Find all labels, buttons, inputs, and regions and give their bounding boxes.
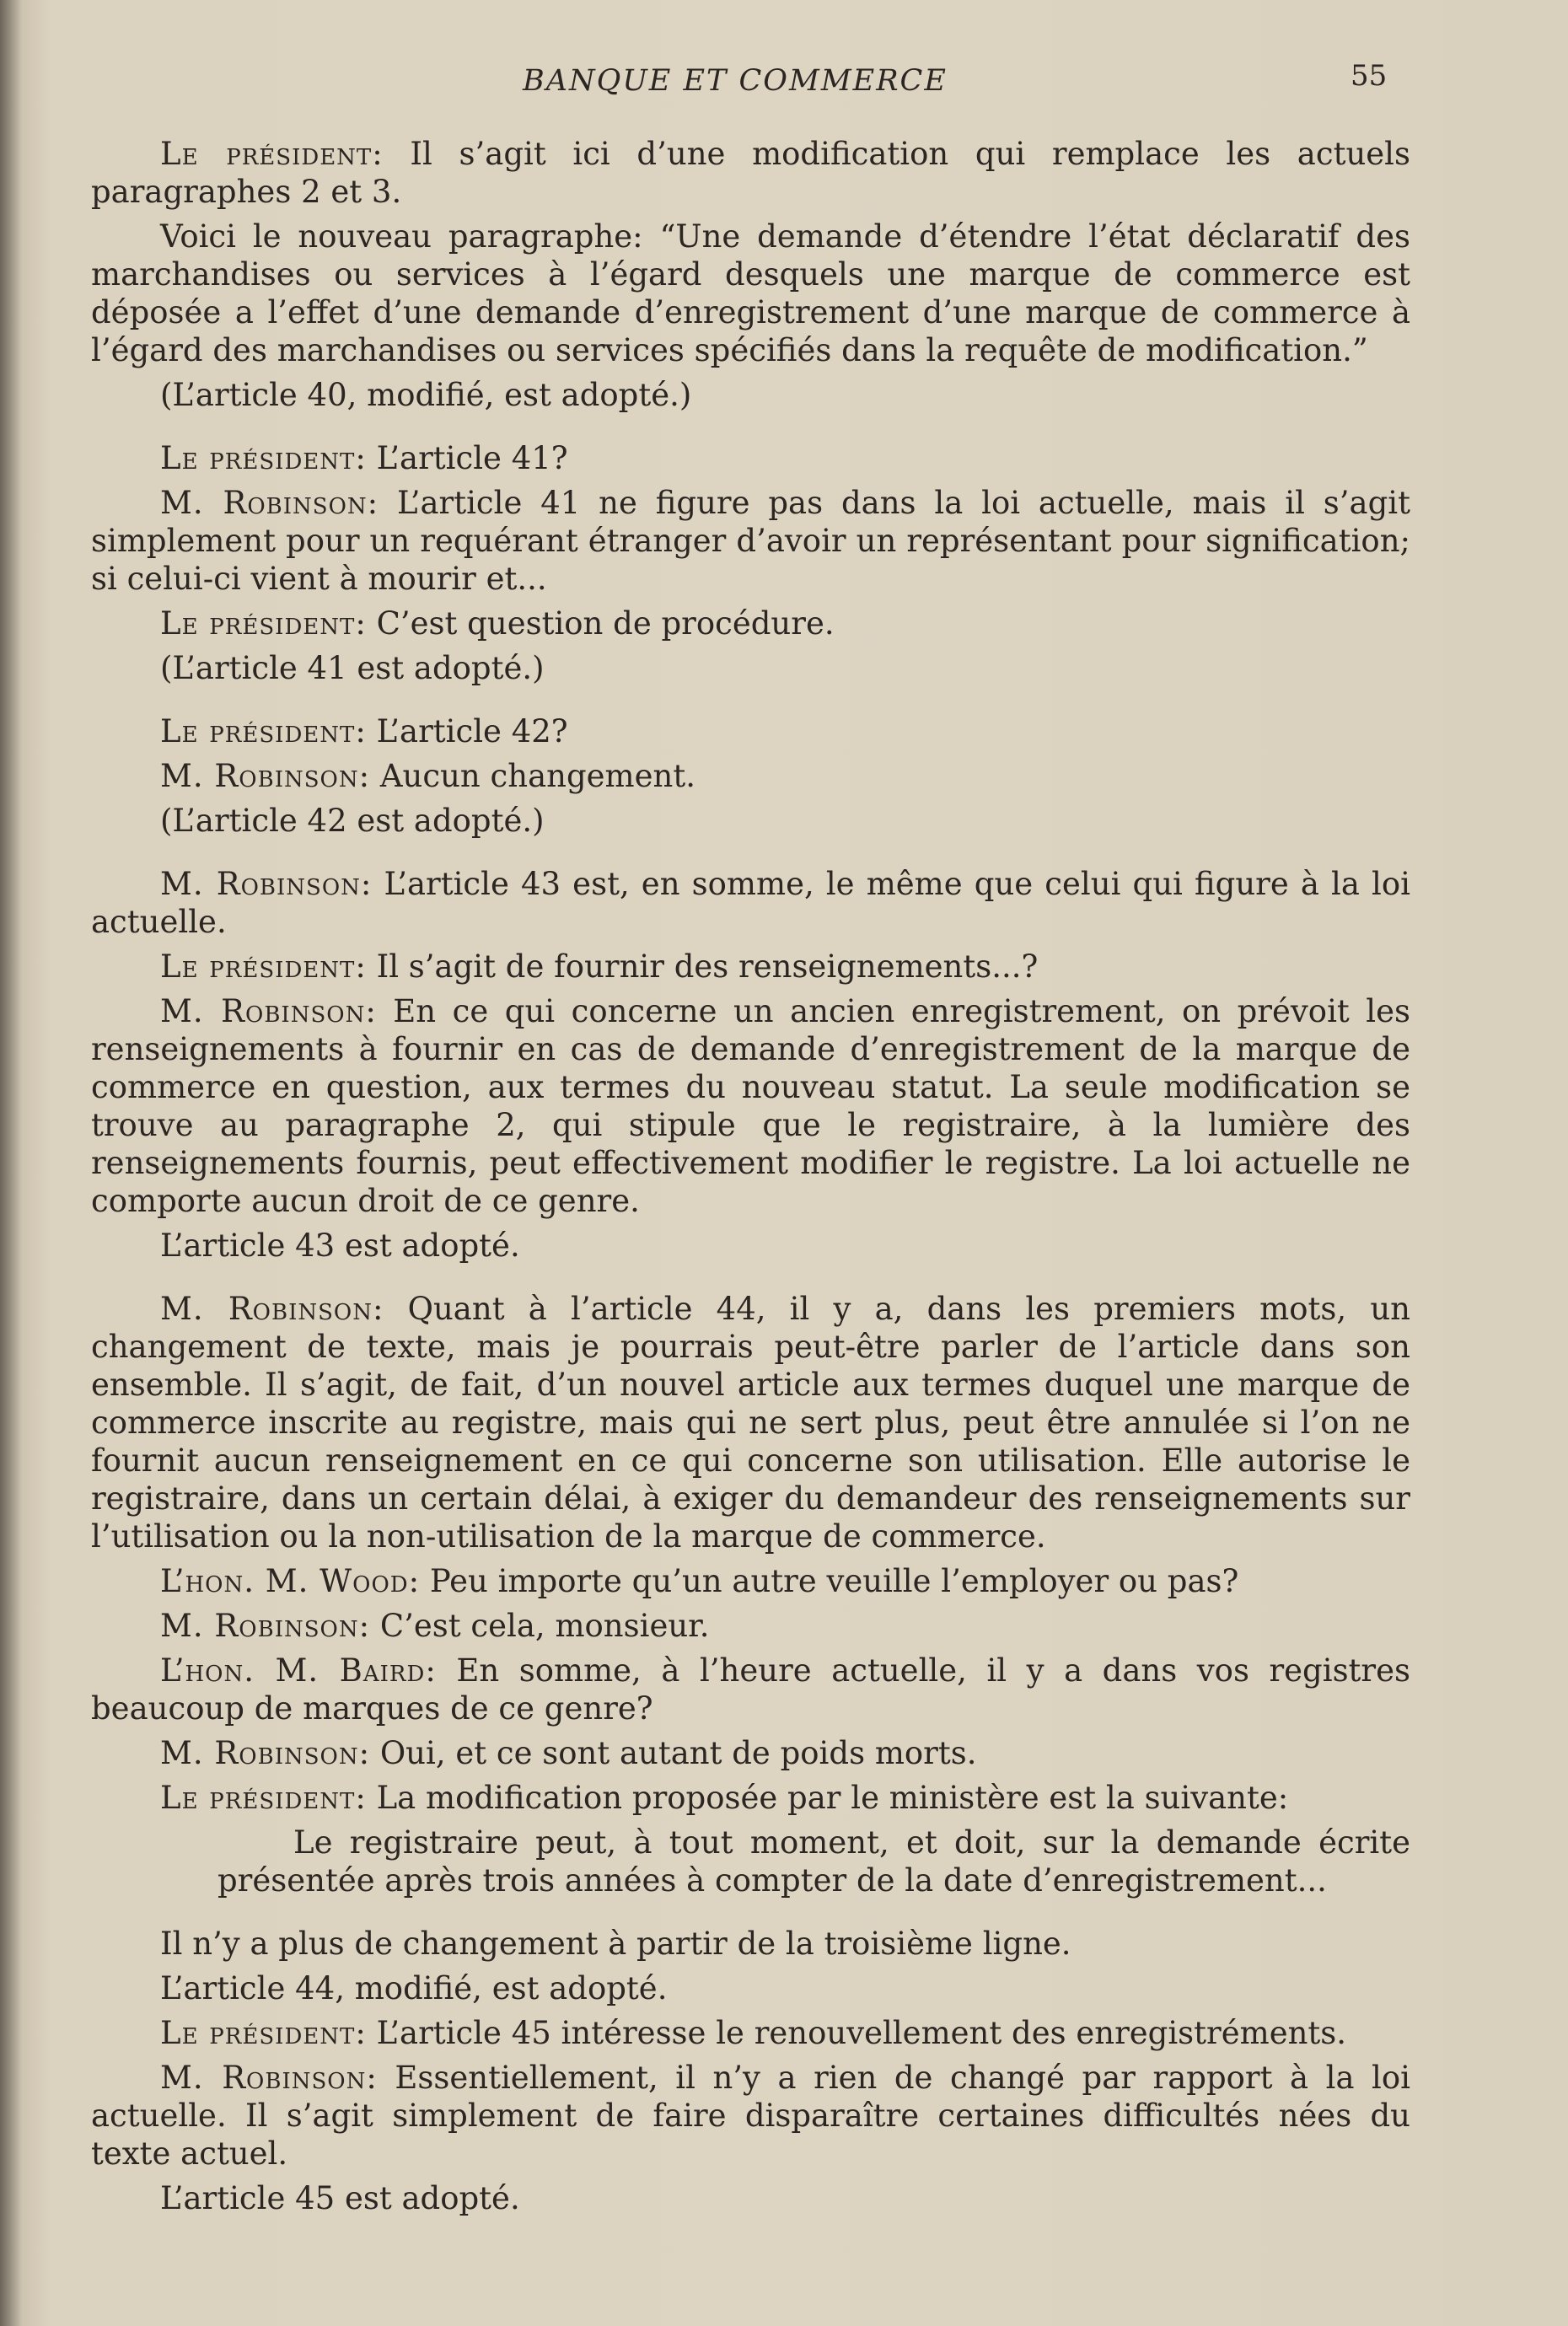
transcript-paragraph [91,218,1410,369]
page-body [91,135,1410,2224]
page-header [0,59,1568,110]
paragraph-text: Essentiellement, il n’y a rien de changé par rapport à la loi actuelle. Il s’agit simplement de faire disparaître certaines difficultés nées du texte actuel. [91,2060,1410,2172]
transcript-paragraph [91,376,1410,414]
speaker-name: M. Robinson: [160,758,371,794]
paragraph-text: L’article 45 est adopté. [160,2180,520,2216]
transcript-paragraph [91,1969,1410,2007]
paragraph-text: C’est cela, monsieur. [370,1608,710,1644]
transcript-paragraph [91,1925,1410,1963]
transcript-paragraph [91,2179,1410,2217]
speaker-name: Le président: [160,2015,367,2051]
paragraph-text: Quant à l’article 44, il y a, dans les premiers mots, un changement de texte, mais je pourrais peut-être parler de l’article dans son ensemble. Il s’agit, de fait, d’un nouvel article aux termes duquel une marque de commerce inscrite au registre, mais qui ne sert plus, peut être annulée si l’on ne fournit aucun renseignement en ce qui concerne son utilisation. Elle autorise le registraire, dans un certain délai, à exiger du demandeur des renseignements sur l’utilisation ou la non-utilisation de la marque de commerce. [91,1291,1410,1555]
speaker-name: Le président: [160,948,367,985]
transcript-paragraph [91,2059,1410,2173]
quoted-amendment: Le registraire peut, à tout moment, et doit, sur la demande écrite présentée après trois années à compter de la date d’enregistrement... [217,1824,1410,1899]
paragraph-text: L’article 41 ne figure pas dans la loi actuelle, mais il s’agit simplement pour un requérant étranger d’avoir un représentant pour signification; si celui-ci vient à mourir et... [91,485,1410,597]
speaker-name: M. Robinson: [160,993,377,1029]
transcript-paragraph [91,649,1410,687]
paragraph-text: C’est question de procédure. [366,605,835,642]
transcript-paragraph [91,1562,1410,1600]
paragraph-text: La modification proposée par le ministère est la suivante: [366,1780,1289,1816]
transcript-paragraph [91,484,1410,598]
paragraph-text: Aucun changement. [370,758,695,794]
speaker-name: Le président: [160,605,367,642]
transcript-paragraph [91,865,1410,941]
speaker-name: M. Robinson: [160,1291,384,1327]
paragraph-text: (L’article 41 est adopté.) [160,650,545,686]
speaker-name: Le président: [160,136,384,172]
transcript-paragraph [91,757,1410,795]
speaker-name: M. Robinson: [160,1608,371,1644]
transcript-paragraph [91,1652,1410,1727]
speaker-name: L’hon. M. Wood: [160,1563,421,1599]
speaker-name: L’hon. M. Baird: [160,1652,437,1689]
transcript-paragraph [91,135,1410,211]
paragraph-text: Oui, et ce sont autant de poids morts. [370,1735,977,1771]
paragraph-text: L’article 43 est, en somme, le même que celui qui figure à la loi actuelle. [91,866,1410,940]
speaker-name: M. Robinson: [160,2060,378,2096]
speaker-name: Le président: [160,1780,367,1816]
speaker-name: Le président: [160,440,367,476]
paragraph-text: Il s’agit ici d’une modification qui remplace les actuels paragraphes 2 et 3. [91,136,1410,210]
paragraph-text: L’article 43 est adopté. [160,1227,520,1264]
paragraph-text: Il n’y a plus de changement à partir de la troisième ligne. [160,1926,1071,1962]
speaker-name: M. Robinson: [160,1735,371,1771]
transcript-paragraph [91,1290,1410,1555]
paragraph-text: L’article 44, modifié, est adopté. [160,1970,668,2006]
paragraph-text: (L’article 42 est adopté.) [160,803,545,839]
paragraph-text: Il s’agit de fournir des renseignements...? [366,948,1039,985]
paragraph-text: En somme, à l’heure actuelle, il y a dans vos registres beaucoup de marques de ce genre? [91,1652,1410,1727]
paragraph-text: L’article 41? [366,440,568,476]
paragraph-text: L’article 45 intéresse le renouvellement des enregistréments. [366,2015,1347,2051]
page-number: 55 [1351,59,1388,93]
transcript-paragraph [91,948,1410,986]
speaker-name: Le président: [160,713,367,749]
paragraph-text: Peu importe qu’un autre veuille l’employer ou pas? [420,1563,1239,1599]
transcript-paragraph [91,802,1410,840]
transcript-paragraph [91,1734,1410,1772]
paragraph-text: En ce qui concerne un ancien enregistrement, on prévoit les renseignements à fournir en cas de demande d’enregistrement de la marque de commerce en question, aux termes du nouveau statut. La seule modification se trouve au paragraphe 2, qui stipule que le registraire, à la lumière des renseignements fournis, peut effectivement modifier le registre. La loi actuelle ne comporte aucun droit de ce genre. [91,993,1410,1219]
transcript-paragraph [91,604,1410,642]
transcript-paragraph [91,1779,1410,1817]
speaker-name: M. Robinson: [160,485,379,521]
transcript-paragraph [91,712,1410,750]
paragraph-text: (L’article 40, modifié, est adopté.) [160,377,692,413]
transcript-paragraph [91,992,1410,1220]
transcript-paragraph [91,2014,1410,2052]
transcript-paragraph [91,1227,1410,1265]
running-title: BANQUE ET COMMERCE [523,64,948,98]
transcript-paragraph [91,439,1410,477]
speaker-name: M. Robinson: [160,866,373,902]
paragraph-text: Voici le nouveau paragraphe: “Une demande d’étendre l’état déclaratif des marchandises ou services à l’égard desquels une marque de commerce est déposée a l’effet d’une demande d’enregistrement d’une marque de commerce à l’égard des marchandises ou services spécifiés dans la requête de modification.” [91,218,1410,368]
transcript-paragraph [91,1607,1410,1645]
paragraph-text: L’article 42? [366,713,568,749]
